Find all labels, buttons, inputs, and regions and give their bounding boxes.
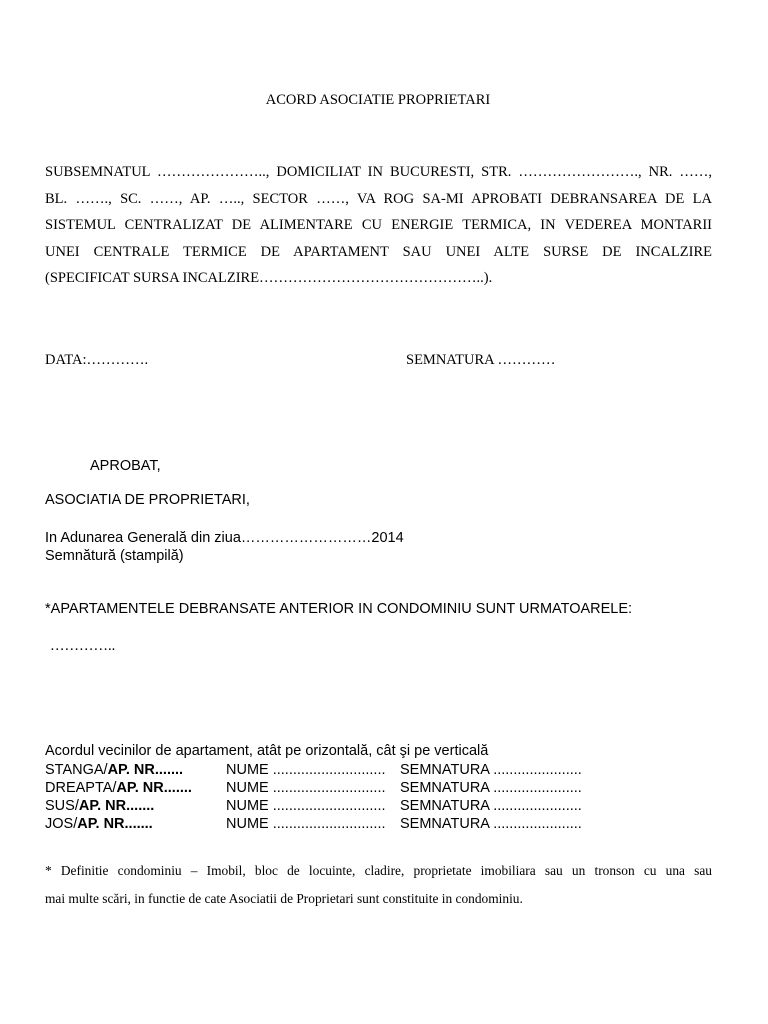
neighbor-signature-field: SEMNATURA ...................... — [400, 762, 582, 778]
neighbor-position: SUS/AP. NR....... — [45, 798, 155, 814]
request-paragraph — [45, 159, 712, 292]
document-title: ACORD ASOCIATIE PROPRIETARI — [265, 92, 491, 108]
neighbor-signature-field: SEMNATURA ...................... — [400, 780, 582, 796]
request-line: (SPECIFICAT SURSA INCALZIRE………………………………………..). — [45, 270, 493, 287]
general-assembly-line: In Adunarea Generală din ziua………………………2014 — [45, 530, 404, 546]
neighbors-agreement-heading: Acordul vecinilor de apartament, atât pe orizontală, cât şi pe verticală — [45, 743, 489, 759]
disconnected-apartments-placeholder: ………….. — [50, 638, 116, 654]
signature-field: SEMNATURA ………… — [406, 352, 556, 368]
request-line: BL. ……., SC. ……, AP. ….., SECTOR ……, VA ROG SA-MI APROBATI DEBRANSAREA DE LA — [45, 190, 712, 207]
date-field: DATA:…………. — [45, 352, 149, 368]
neighbor-name-field: NUME ............................ — [226, 798, 386, 814]
request-line: UNEI CENTRALE TERMICE DE APARTAMENT SAU UNEI ALTE SURSE DE INCALZIRE — [45, 243, 712, 260]
neighbor-position: STANGA/AP. NR....... — [45, 762, 184, 778]
neighbor-name-field: NUME ............................ — [226, 762, 386, 778]
definition-line: * Definitie condominiu – Imobil, bloc de locuinte, cladire, proprietate imobiliara sau un tronson cu una sau — [45, 863, 712, 878]
stamp-signature-line: Semnătură (stampilă) — [45, 548, 184, 564]
neighbor-name-field: NUME ............................ — [226, 780, 386, 796]
condominium-definition-note — [45, 857, 712, 913]
neighbor-signature-field: SEMNATURA ...................... — [400, 798, 582, 814]
definition-line: mai multe scări, in functie de cate Asociatii de Proprietari sunt constituite in condominiu. — [45, 891, 523, 906]
neighbor-signature-field: SEMNATURA ...................... — [400, 816, 582, 832]
approved-label: APROBAT, — [90, 458, 161, 474]
neighbor-name-field: NUME ............................ — [226, 816, 386, 832]
request-line: SISTEMUL CENTRALIZAT DE ALIMENTARE CU ENERGIE TERMICA, IN VEDEREA MONTARII — [45, 217, 712, 234]
neighbor-position: JOS/AP. NR....... — [45, 816, 153, 832]
association-label: ASOCIATIA DE PROPRIETARI, — [45, 492, 250, 508]
request-line: SUBSEMNATUL ………………….., DOMICILIAT IN BUCURESTI, STR. ……………………., NR. ……, — [45, 164, 712, 180]
neighbor-position: DREAPTA/AP. NR....... — [45, 780, 192, 796]
disconnected-apartments-heading: *APARTAMENTELE DEBRANSATE ANTERIOR IN CONDOMINIU SUNT URMATOARELE: — [45, 601, 633, 617]
